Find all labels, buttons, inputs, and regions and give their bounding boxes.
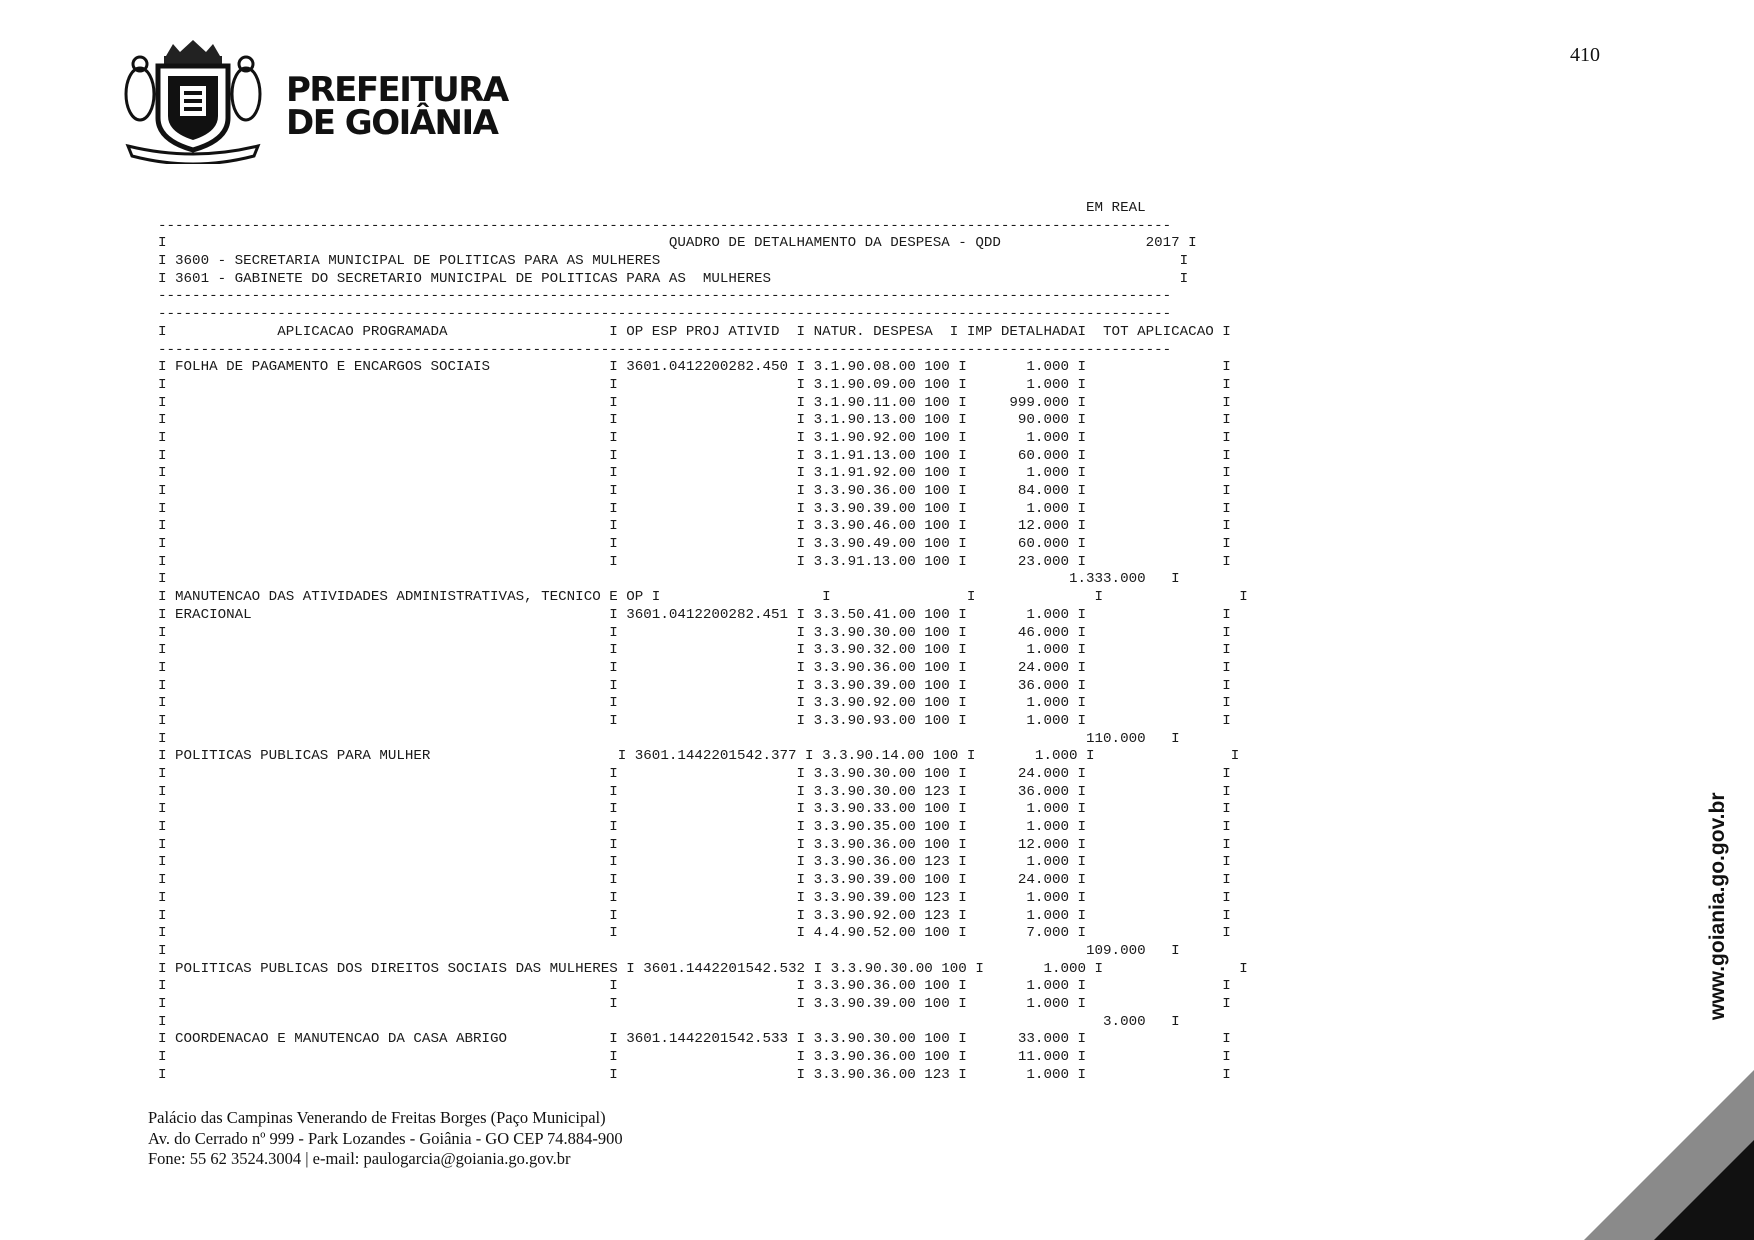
footer-address (148, 1108, 623, 1170)
report-line: I I I 3.1.91.92.00 100 I 1.000 I I (158, 465, 1231, 482)
footer-line-1: Palácio das Campinas Venerando de Freitas Borges (Paço Municipal) (148, 1108, 606, 1127)
page-number: 410 (1570, 44, 1600, 66)
report-line: I I I 3.3.90.30.00 100 I 46.000 I I (158, 624, 1231, 641)
report-line: I I I 3.3.90.36.00 100 I 24.000 I I (158, 659, 1231, 676)
report-line: I I I 3.3.90.93.00 100 I 1.000 I I (158, 712, 1231, 729)
footer-line-2: Av. do Cerrado nº 999 - Park Lozandes - Goiânia - GO CEP 74.884-900 (148, 1128, 623, 1148)
report-line: I I I 3.1.90.11.00 100 I 999.000 I I (158, 394, 1231, 411)
report-line: I QUADRO DE DETALHAMENTO DA DESPESA - QDD 2017 I (158, 235, 1197, 252)
report-line: I I I 3.3.90.33.00 100 I 1.000 I I (158, 801, 1231, 818)
report-line: I 110.000 I (158, 730, 1180, 747)
report-line: EM REAL (158, 200, 1146, 216)
report-line: I I I 3.3.90.39.00 100 I 1.000 I I (158, 995, 1231, 1012)
report-line: I I I 3.3.90.39.00 100 I 24.000 I I (158, 872, 1231, 889)
report-line: I POLITICAS PUBLICAS DOS DIREITOS SOCIAIS DAS MULHERES I 3601.1442201542.532 I 3.3.90.30.00 100 I 1.000 I I (158, 960, 1248, 977)
report-line: I FOLHA DE PAGAMENTO E ENCARGOS SOCIAIS I 3601.0412200282.450 I 3.1.90.08.00 100 I 1.000 I I (158, 359, 1231, 376)
report-line: I I I 3.3.90.39.00 100 I 1.000 I I (158, 500, 1231, 517)
report-line: I POLITICAS PUBLICAS PARA MULHER I 3601.1442201542.377 I 3.3.90.14.00 100 I 1.000 I I (158, 748, 1240, 765)
report-line: I I I 3.3.90.32.00 100 I 1.000 I I (158, 642, 1231, 659)
corner-decoration (1584, 1070, 1754, 1240)
report-line: I I I 3.3.90.36.00 123 I 1.000 I I (158, 1066, 1231, 1083)
report-line: I MANUTENCAO DAS ATIVIDADES ADMINISTRATIVAS, TECNICO E OP I I I I I (158, 589, 1248, 606)
report-line: ----------------------------------------------------------------------------------------------------------------------- (158, 341, 1172, 358)
footer-line-3: Fone: 55 62 3524.3004 | e-mail: paulogarcia@goiania.go.gov.br (148, 1149, 571, 1168)
report-line: I 1.333.000 I (158, 571, 1180, 588)
brand-wordmark (286, 70, 508, 143)
report-line: I I I 3.3.90.30.00 100 I 24.000 I I (158, 766, 1231, 782)
report-line: I I I 3.3.90.36.00 100 I 11.000 I I (158, 1049, 1231, 1065)
report-line: I I I 3.3.90.35.00 100 I 1.000 I I (158, 819, 1231, 836)
expense-detail-report (158, 200, 1388, 1084)
report-line: I I I 3.1.90.09.00 100 I 1.000 I I (158, 376, 1231, 393)
report-line: I I I 3.3.91.13.00 100 I 23.000 I I (158, 553, 1231, 570)
report-line: I I I 3.3.90.46.00 100 I 12.000 I I (158, 518, 1231, 535)
report-line: I I I 3.1.91.13.00 100 I 60.000 I I (158, 447, 1231, 464)
report-line: I I I 3.3.90.39.00 123 I 1.000 I I (158, 889, 1231, 906)
report-line: I I I 3.3.90.92.00 123 I 1.000 I I (158, 907, 1231, 924)
report-line: I APLICACAO PROGRAMADA I OP ESP PROJ ATIVID I NATUR. DESPESA I IMP DETALHADAI TOT APLICACAO I (158, 323, 1231, 340)
report-line: I 3601 - GABINETE DO SECRETARIO MUNICIPAL DE POLITICAS PARA AS MULHERES I (158, 270, 1189, 287)
report-line: ----------------------------------------------------------------------------------------------------------------------- (158, 288, 1172, 305)
report-line: I I I 3.3.90.92.00 100 I 1.000 I I (158, 695, 1231, 712)
report-line: ----------------------------------------------------------------------------------------------------------------------- (158, 217, 1172, 234)
report-line: I I I 3.3.90.49.00 100 I 60.000 I I (158, 536, 1231, 553)
report-line: I I I 3.1.90.13.00 100 I 90.000 I I (158, 412, 1231, 429)
report-line: I 3600 - SECRETARIA MUNICIPAL DE POLITICAS PARA AS MULHERES I (158, 253, 1189, 270)
report-line: I I I 3.3.90.36.00 123 I 1.000 I I (158, 854, 1231, 871)
report-line: I ERACIONAL I 3601.0412200282.451 I 3.3.50.41.00 100 I 1.000 I I (158, 606, 1231, 623)
report-line: I I I 3.3.90.36.00 100 I 12.000 I I (158, 836, 1231, 853)
brand-line-1: PREFEITURA (286, 70, 508, 110)
report-line: I I I 3.3.90.36.00 100 I 1.000 I I (158, 978, 1231, 995)
side-website-url: www.goiania.go.gov.br (1706, 792, 1729, 1020)
report-line: I 109.000 I (158, 942, 1180, 959)
report-line: I I I 3.3.90.39.00 100 I 36.000 I I (158, 677, 1231, 694)
report-line: I 3.000 I (158, 1013, 1180, 1030)
report-line: I I I 3.3.90.30.00 123 I 36.000 I I (158, 783, 1231, 800)
report-line: I COORDENACAO E MANUTENCAO DA CASA ABRIGO I 3601.1442201542.533 I 3.3.90.30.00 100 I 33.000 I I (158, 1031, 1231, 1048)
report-line: I I I 3.3.90.36.00 100 I 84.000 I I (158, 483, 1231, 499)
report-line: I I I 4.4.90.52.00 100 I 7.000 I I (158, 925, 1231, 942)
coat-of-arms-icon (118, 34, 268, 164)
report-line: ----------------------------------------------------------------------------------------------------------------------- (158, 306, 1172, 323)
report-line: I I I 3.1.90.92.00 100 I 1.000 I I (158, 429, 1231, 446)
brand-line-2: DE GOIÂNIA (286, 103, 498, 143)
